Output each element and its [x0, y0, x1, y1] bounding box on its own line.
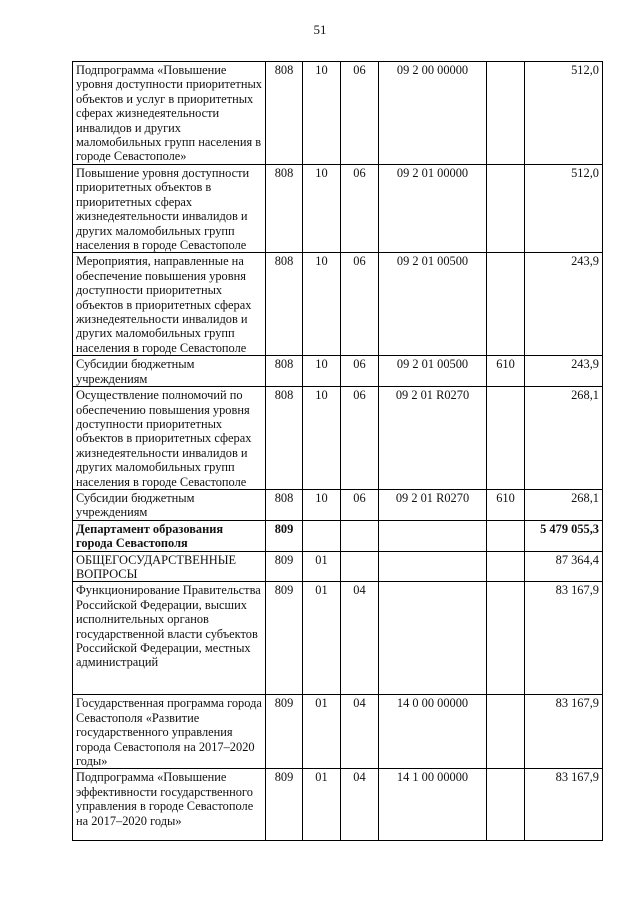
row-sum-cell: 5 479 055,3 — [525, 520, 603, 551]
row-target-article-cell — [379, 520, 487, 551]
row-expense-type-cell — [487, 387, 525, 490]
row-expense-type-cell — [487, 520, 525, 551]
row-section-cell: 10 — [303, 253, 341, 356]
row-name-cell: Государственная программа города Севастополя «Развитие государственного управления города Севастополя на 2017–2020 годы» — [73, 695, 266, 769]
row-subsection-cell: 06 — [341, 356, 379, 387]
row-expense-type-cell: 610 — [487, 489, 525, 520]
row-sum-cell: 243,9 — [525, 356, 603, 387]
page-number: 51 — [313, 22, 327, 37]
table-row — [73, 582, 603, 695]
row-dept-code-cell: 809 — [266, 520, 303, 551]
row-section-cell: 10 — [303, 387, 341, 490]
row-section-cell: 10 — [303, 165, 341, 253]
row-section-cell: 01 — [303, 551, 341, 582]
table-row — [73, 520, 603, 551]
row-dept-code-cell: 809 — [266, 551, 303, 582]
row-subsection-cell: 04 — [341, 695, 379, 769]
row-sum-cell: 83 167,9 — [525, 582, 603, 695]
row-expense-type-cell — [487, 769, 525, 841]
row-dept-code-cell: 808 — [266, 165, 303, 253]
row-target-article-cell — [379, 551, 487, 582]
row-subsection-cell: 06 — [341, 387, 379, 490]
row-dept-code-cell: 809 — [266, 769, 303, 841]
table-row — [73, 165, 603, 253]
row-subsection-cell — [341, 551, 379, 582]
row-sum-cell: 83 167,9 — [525, 695, 603, 769]
table-row — [73, 356, 603, 387]
row-section-cell: 01 — [303, 582, 341, 695]
table-row — [73, 489, 603, 520]
row-section-cell: 10 — [303, 62, 341, 165]
row-sum-cell: 268,1 — [525, 387, 603, 490]
row-name-cell: Департамент образования города Севастополя — [73, 520, 266, 551]
row-name-cell: Субсидии бюджетным учреждениям — [73, 489, 266, 520]
row-sum-cell: 83 167,9 — [525, 769, 603, 841]
budget-table-body — [73, 62, 603, 841]
table-row — [73, 253, 603, 356]
row-target-article-cell: 14 0 00 00000 — [379, 695, 487, 769]
row-name-cell: Субсидии бюджетным учреждениям — [73, 356, 266, 387]
row-sum-cell: 87 364,4 — [525, 551, 603, 582]
row-section-cell: 10 — [303, 356, 341, 387]
table-row — [73, 551, 603, 582]
row-sum-cell: 243,9 — [525, 253, 603, 356]
row-name-cell: Осуществление полномочий по обеспечению повышения уровня доступности приоритетных объектов в приоритетных сферах жизнедеятельности инвалидов и других маломобильных групп населения в городе Севастополе — [73, 387, 266, 490]
row-dept-code-cell: 808 — [266, 253, 303, 356]
row-subsection-cell: 06 — [341, 165, 379, 253]
row-expense-type-cell — [487, 695, 525, 769]
row-section-cell — [303, 520, 341, 551]
table-row — [73, 769, 603, 841]
row-expense-type-cell: 610 — [487, 356, 525, 387]
row-target-article-cell: 09 2 00 00000 — [379, 62, 487, 165]
row-subsection-cell: 04 — [341, 582, 379, 695]
row-expense-type-cell — [487, 582, 525, 695]
row-target-article-cell: 09 2 01 00500 — [379, 253, 487, 356]
row-subsection-cell: 06 — [341, 62, 379, 165]
row-target-article-cell: 09 2 01 00500 — [379, 356, 487, 387]
row-subsection-cell: 04 — [341, 769, 379, 841]
row-dept-code-cell: 808 — [266, 356, 303, 387]
table-row — [73, 695, 603, 769]
row-name-cell: Функционирование Правительства Российской Федерации, высших исполнительных органов государственной власти субъектов Российской Федерации, местных администраций — [73, 582, 266, 695]
row-target-article-cell: 09 2 01 R0270 — [379, 387, 487, 490]
row-dept-code-cell: 808 — [266, 387, 303, 490]
row-name-cell: Подпрограмма «Повышение уровня доступности приоритетных объектов и услуг в приоритетных сферах жизнедеятельности инвалидов и других маломобильных групп населения в городе Севастополе» — [73, 62, 266, 165]
row-expense-type-cell — [487, 62, 525, 165]
row-subsection-cell: 06 — [341, 489, 379, 520]
row-section-cell: 01 — [303, 769, 341, 841]
row-name-cell: Повышение уровня доступности приоритетных объектов в приоритетных сферах жизнедеятельности инвалидов и других маломобильных групп населения в городе Севастополе — [73, 165, 266, 253]
row-target-article-cell: 14 1 00 00000 — [379, 769, 487, 841]
row-section-cell: 01 — [303, 695, 341, 769]
row-dept-code-cell: 809 — [266, 582, 303, 695]
table-row — [73, 62, 603, 165]
row-expense-type-cell — [487, 551, 525, 582]
row-dept-code-cell: 809 — [266, 695, 303, 769]
row-target-article-cell: 09 2 01 00000 — [379, 165, 487, 253]
row-subsection-cell: 06 — [341, 253, 379, 356]
row-dept-code-cell: 808 — [266, 62, 303, 165]
row-expense-type-cell — [487, 253, 525, 356]
row-expense-type-cell — [487, 165, 525, 253]
budget-table — [72, 61, 603, 841]
table-row — [73, 387, 603, 490]
row-sum-cell: 512,0 — [525, 62, 603, 165]
row-name-cell: ОБЩЕГОСУДАРСТВЕННЫЕ ВОПРОСЫ — [73, 551, 266, 582]
row-sum-cell: 512,0 — [525, 165, 603, 253]
row-target-article-cell — [379, 582, 487, 695]
row-target-article-cell: 09 2 01 R0270 — [379, 489, 487, 520]
row-name-cell: Подпрограмма «Повышение эффективности государственного управления в городе Севастополе на 2017–2020 годы» — [73, 769, 266, 841]
row-section-cell: 10 — [303, 489, 341, 520]
row-sum-cell: 268,1 — [525, 489, 603, 520]
row-subsection-cell — [341, 520, 379, 551]
row-dept-code-cell: 808 — [266, 489, 303, 520]
row-name-cell: Мероприятия, направленные на обеспечение повышения уровня доступности приоритетных объектов в приоритетных сферах жизнедеятельности инвалидов и других маломобильных групп населения в городе Севастополе — [73, 253, 266, 356]
